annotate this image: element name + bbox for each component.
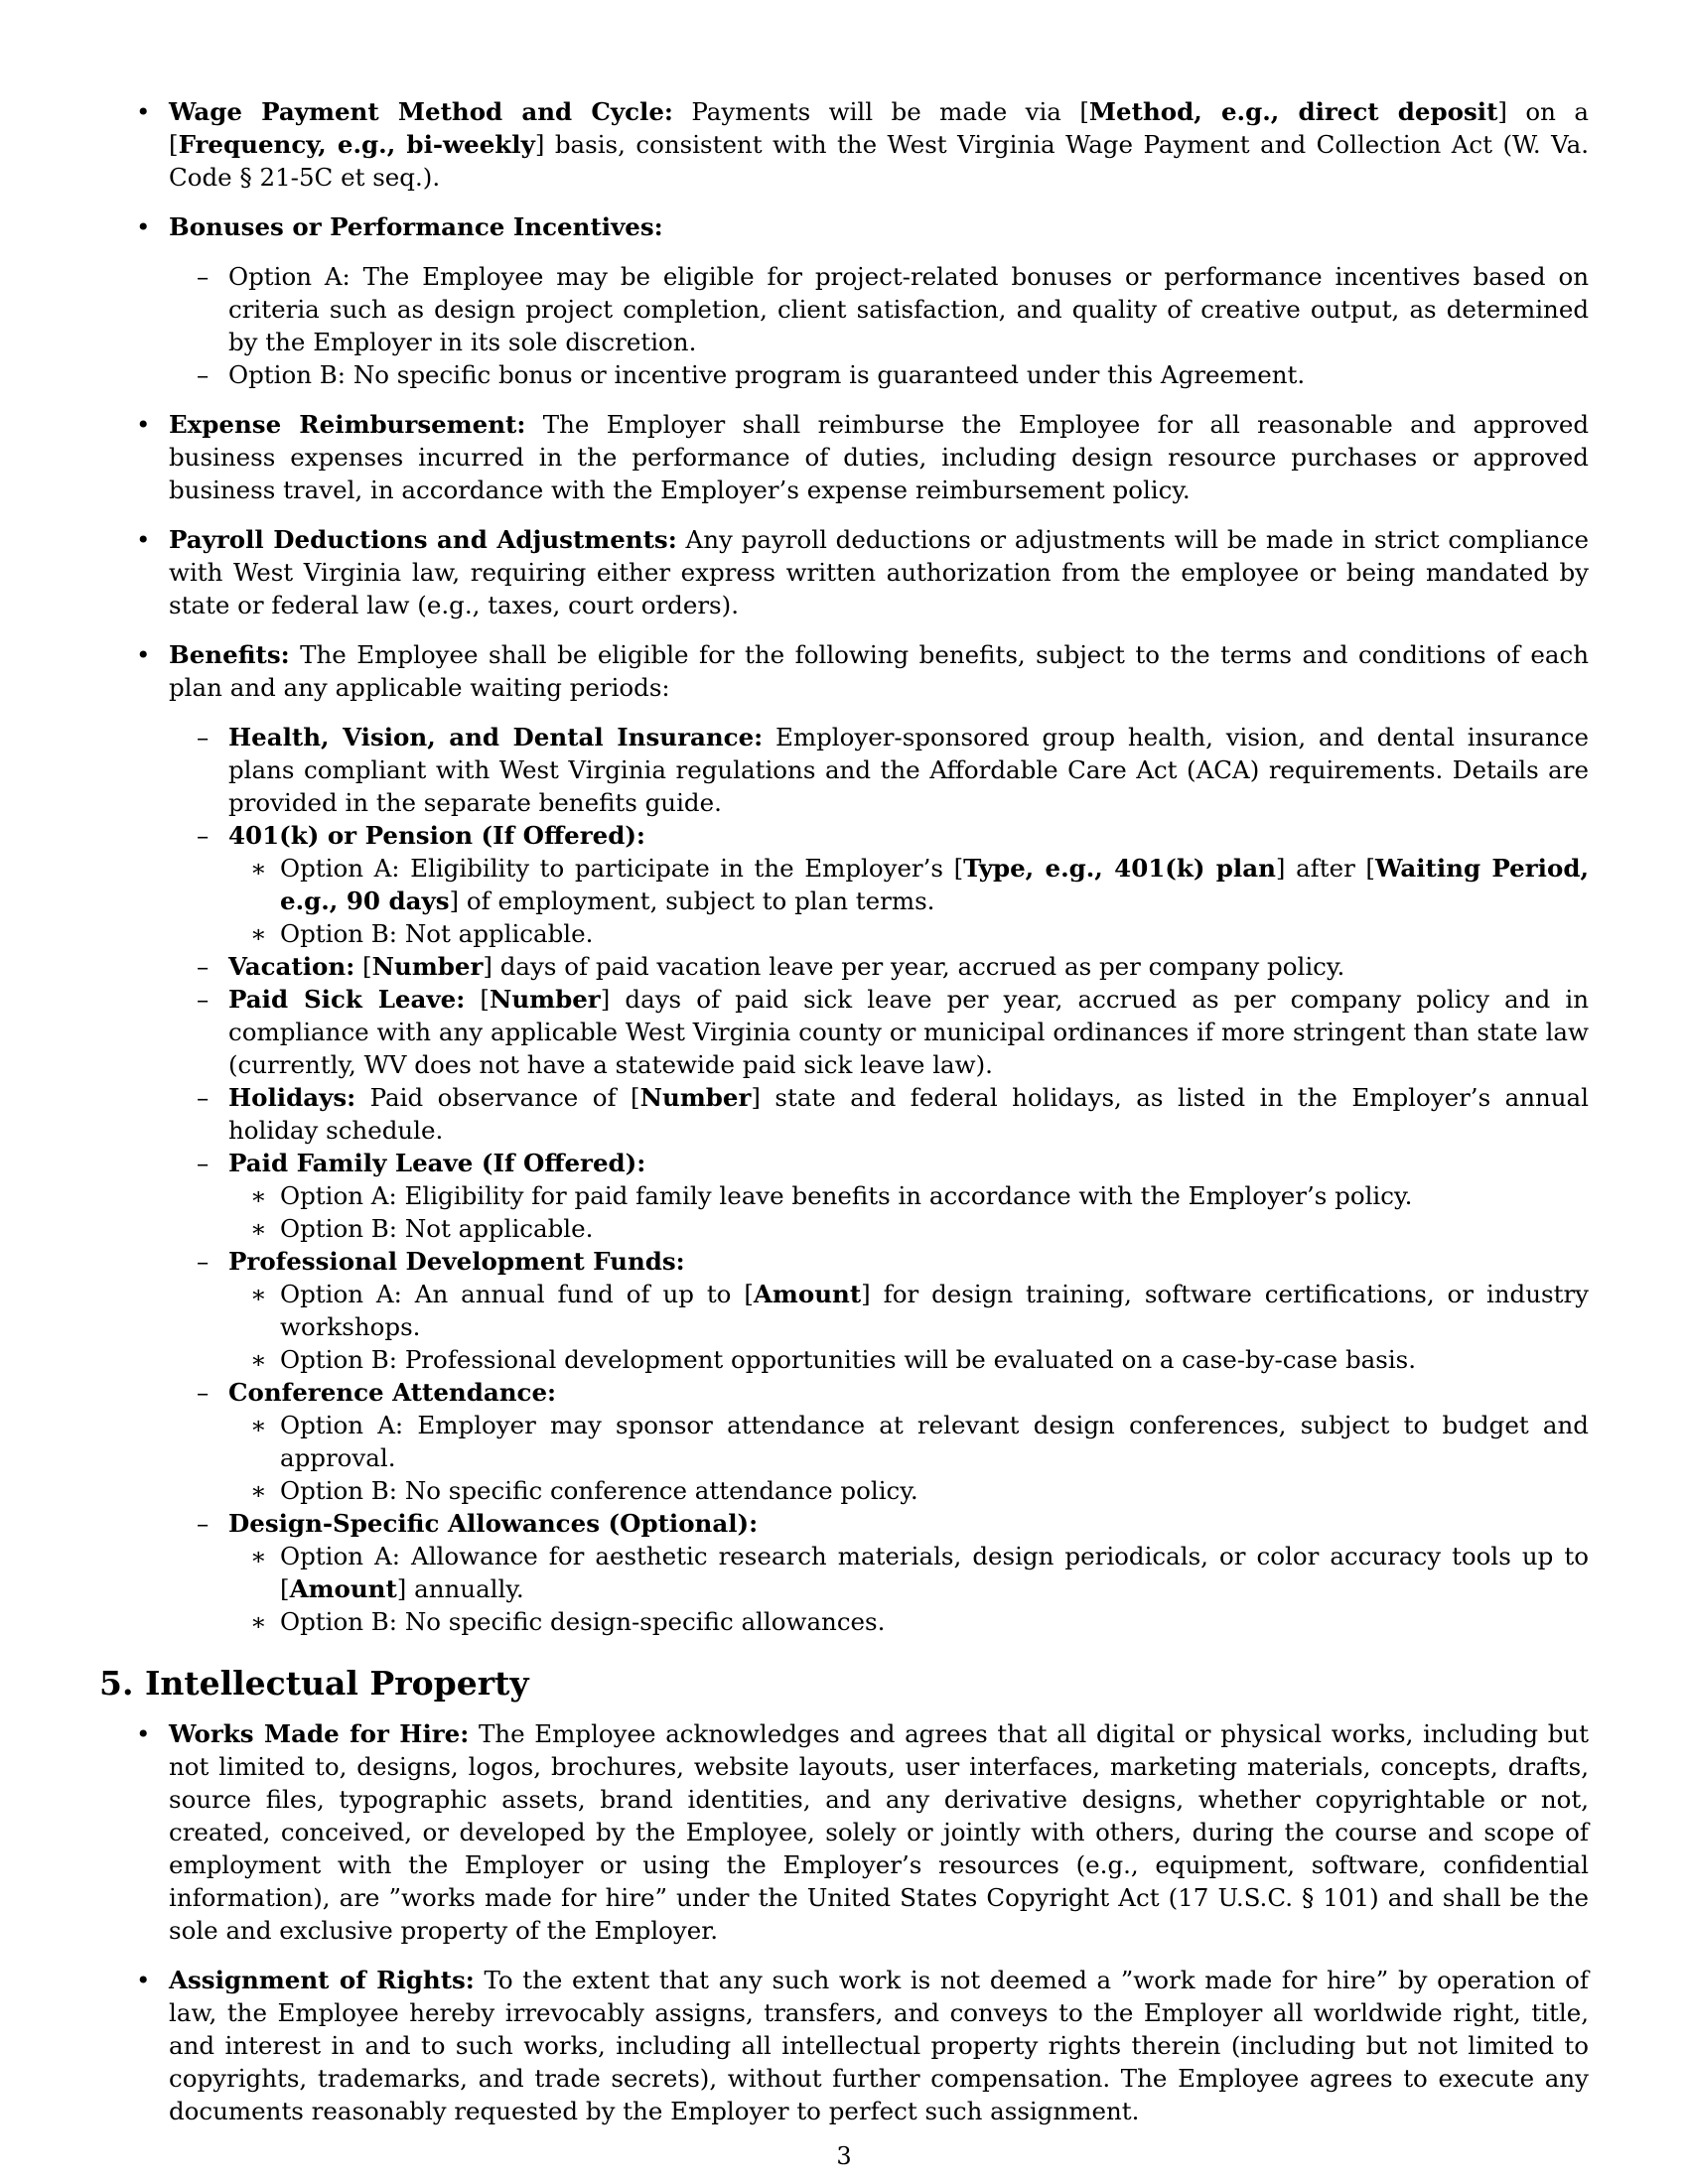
conference-option-a: ∗ Option A: Employer may sponsor attendance at relevant design conferences, subject to budget and approval. bbox=[250, 1411, 1589, 1472]
dash-marker: – bbox=[197, 1509, 210, 1538]
dash-marker: – bbox=[197, 821, 210, 850]
bonus-option-a: – Option A: The Employee may be eligible for project-related bonuses or performance incentives based on criteria such as design project completion, client satisfaction, and quality of creative output, as determined by the Employer in its sole discretion. bbox=[197, 262, 1589, 356]
star-marker: ∗ bbox=[250, 1181, 267, 1210]
design-allowance-item: – Design-Specific Allowances (Optional): bbox=[197, 1509, 759, 1538]
dash-marker: – bbox=[197, 1247, 210, 1276]
professional-development-item: – Professional Development Funds: bbox=[197, 1247, 685, 1276]
star-marker: ∗ bbox=[250, 1607, 267, 1636]
dash-marker: – bbox=[197, 985, 210, 1014]
conference-item: – Conference Attendance: bbox=[197, 1378, 557, 1407]
design-allowance-option-a: ∗ Option A: Allowance for aesthetic research materials, design periodicals, or color accuracy tools up to [Amount] annually. bbox=[250, 1542, 1589, 1603]
holidays-item: – Holidays: Paid observance of [Number] state and federal holidays, as listed in the Employer’s annual holiday schedule. bbox=[197, 1083, 1589, 1145]
bullet-marker: • bbox=[136, 97, 151, 126]
bonus-option-b: – Option B: No specific bonus or incentive program is guaranteed under this Agreement. bbox=[197, 360, 1306, 389]
professional-development-option-b: ∗ Option B: Professional development opportunities will be evaluated on a case-by-case basis. bbox=[250, 1345, 1417, 1374]
star-marker: ∗ bbox=[250, 1280, 267, 1308]
assignment-of-rights-item: • Assignment of Rights: To the extent that any such work is not deemed a ”work made for hire” by operation of law, the Employee hereby irrevocably assigns, transfers, and conveys to the Employer all worldwide right, title, and interest in and to such works, including all intellectual property rights therein (including but not limited to copyrights, trademarks, and trade secrets), without further compensation. The Employee agrees to execute any documents reasonably requested by the Employer to perfect such assignment. bbox=[136, 1966, 1589, 2125]
star-marker: ∗ bbox=[250, 1214, 267, 1243]
dash-marker: – bbox=[197, 262, 210, 291]
dash-marker: – bbox=[197, 1149, 210, 1177]
bullet-marker: • bbox=[136, 212, 151, 241]
health-insurance-item: – Health, Vision, and Dental Insurance: Employer-sponsored group health, vision, and dental insurance plans compliant with West Virginia regulations and the Affordable Care Act (ACA) requirements. Details are provided in the separate benefits guide. bbox=[197, 723, 1589, 817]
payroll-item: • Payroll Deductions and Adjustments: Any payroll deductions or adjustments will be made in strict compliance with West Virginia law, requiring either express written authorization from the employee or being mandated by state or federal law (e.g., taxes, court orders). bbox=[136, 525, 1589, 619]
dash-marker: – bbox=[197, 1378, 210, 1407]
star-marker: ∗ bbox=[250, 1476, 267, 1505]
bullet-marker: • bbox=[136, 1966, 151, 1994]
wage-payment-item: • Wage Payment Method and Cycle: Payments will be made via [Method, e.g., direct deposit] on a [Frequency, e.g., bi-weekly] basis, consistent with the West Virginia Wage Payment and Collection Act (W. Va. Code § 21-5C et seq.). bbox=[136, 97, 1589, 192]
bonus-label: Bonuses or Performance Incentives: bbox=[169, 212, 663, 241]
works-for-hire-item: • Works Made for Hire: The Employee acknowledges and agrees that all digital or physical works, including but not limited to, designs, logos, brochures, website layouts, user interfaces, marketing materials, concepts, drafts, source files, typographic assets, brand identities, and any derivative designs, whether copyrightable or not, created, conceived, or developed by the Employee, solely or jointly with others, during the course and scope of employment with the Employer or using the Employer’s resources (e.g., equipment, software, confidential information), are ”works made for hire” under the United States Copyright Act (17 U.S.C. § 101) and shall be the sole and exclusive property of the Employer. bbox=[136, 1719, 1590, 1945]
vacation-item: – Vacation: [Number] days of paid vacation leave per year, accrued as per company policy. bbox=[197, 952, 1345, 981]
expense-item: • Expense Reimbursement: The Employer shall reimburse the Employee for all reasonable and approved business expenses incurred in the performance of duties, including design resource purchases or approved business travel, in accordance with the Employer’s expense reimbursement policy. bbox=[136, 410, 1590, 504]
section-heading: 5. Intellectual Property bbox=[99, 1664, 529, 1703]
dash-marker: – bbox=[197, 360, 210, 389]
bonus-item bbox=[99, 210, 1589, 243]
bullet-marker: • bbox=[136, 1719, 151, 1748]
dash-marker: – bbox=[197, 723, 210, 751]
bullet-marker: • bbox=[136, 525, 151, 554]
professional-development-option-a: ∗ Option A: An annual fund of up to [Amount] for design training, software certifications, or industry workshops. bbox=[250, 1280, 1589, 1341]
dash-marker: – bbox=[197, 952, 210, 981]
family-leave-item: – Paid Family Leave (If Offered): bbox=[197, 1149, 646, 1177]
401k-option-a: ∗ Option A: Eligibility to participate in the Employer’s [Type, e.g., 401(k) plan] after [Waiting Period, e.g., 90 days] of employment, subject to plan terms. bbox=[250, 854, 1589, 915]
bullet-marker: • bbox=[136, 640, 151, 669]
design-allowance-option-b: ∗ Option B: No specific design-specific allowances. bbox=[250, 1607, 886, 1636]
dash-marker: – bbox=[197, 1083, 210, 1112]
wage-label: Wage Payment Method and Cycle: bbox=[169, 97, 673, 126]
sick-leave-item: – Paid Sick Leave: [Number] days of paid sick leave per year, accrued as per company policy and in compliance with any applicable West Virginia county or municipal ordinances if more stringent than state law (currently, WV does not have a statewide paid sick leave law). bbox=[197, 985, 1589, 1079]
page-number: 3 bbox=[836, 2142, 852, 2170]
family-leave-option-a: ∗ Option A: Eligibility for paid family leave benefits in accordance with the Employer’s policy. bbox=[250, 1181, 1413, 1210]
star-marker: ∗ bbox=[250, 1542, 267, 1570]
conference-option-b: ∗ Option B: No specific conference attendance policy. bbox=[250, 1476, 918, 1505]
page-content bbox=[99, 95, 1589, 2127]
star-marker: ∗ bbox=[250, 919, 267, 948]
401k-item: – 401(k) or Pension (If Offered): bbox=[197, 821, 645, 850]
star-marker: ∗ bbox=[250, 1411, 267, 1439]
benefits-item: • Benefits: The Employee shall be eligible for the following benefits, subject to the terms and conditions of each plan and any applicable waiting periods: bbox=[136, 640, 1589, 702]
401k-option-b: ∗ Option B: Not applicable. bbox=[250, 919, 594, 948]
family-leave-option-b: ∗ Option B: Not applicable. bbox=[250, 1214, 594, 1243]
star-marker: ∗ bbox=[250, 1345, 267, 1374]
bullet-marker: • bbox=[136, 410, 151, 439]
star-marker: ∗ bbox=[250, 854, 267, 883]
